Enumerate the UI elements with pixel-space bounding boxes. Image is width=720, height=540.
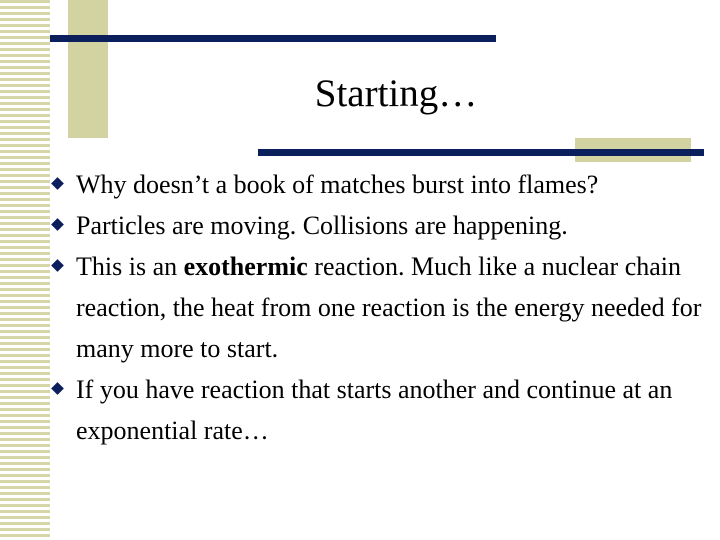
- bullet-item-4: [50, 369, 710, 451]
- bullet-text-pre: This is an: [76, 252, 184, 281]
- diamond-bullet-icon: [51, 382, 64, 395]
- diamond-bullet-icon: [51, 218, 64, 231]
- bullet-text: Particles are moving. Collisions are happening.: [76, 211, 568, 240]
- slide-title: Starting…: [314, 72, 478, 115]
- navy-decor-bar-bottom: [258, 149, 704, 156]
- bullet-text: Why doesn’t a book of matches burst into flames?: [76, 170, 599, 199]
- bullet-emphasis: exothermic: [183, 252, 308, 281]
- diamond-bullet-icon: [51, 259, 64, 272]
- bullet-text-post: reaction. Much like a nuclear chain reaction, the heat from one reaction is the energy needed for many more to start.: [76, 252, 702, 363]
- bullet-item-3: [50, 246, 710, 369]
- bullet-list: [50, 164, 710, 451]
- navy-decor-bar-top: [50, 35, 496, 42]
- bullet-item-1: [50, 164, 710, 205]
- bullet-item-2: [50, 205, 710, 246]
- bullet-text: If you have reaction that starts another and continue at an exponential rate…: [76, 375, 673, 445]
- diamond-bullet-icon: [51, 177, 64, 190]
